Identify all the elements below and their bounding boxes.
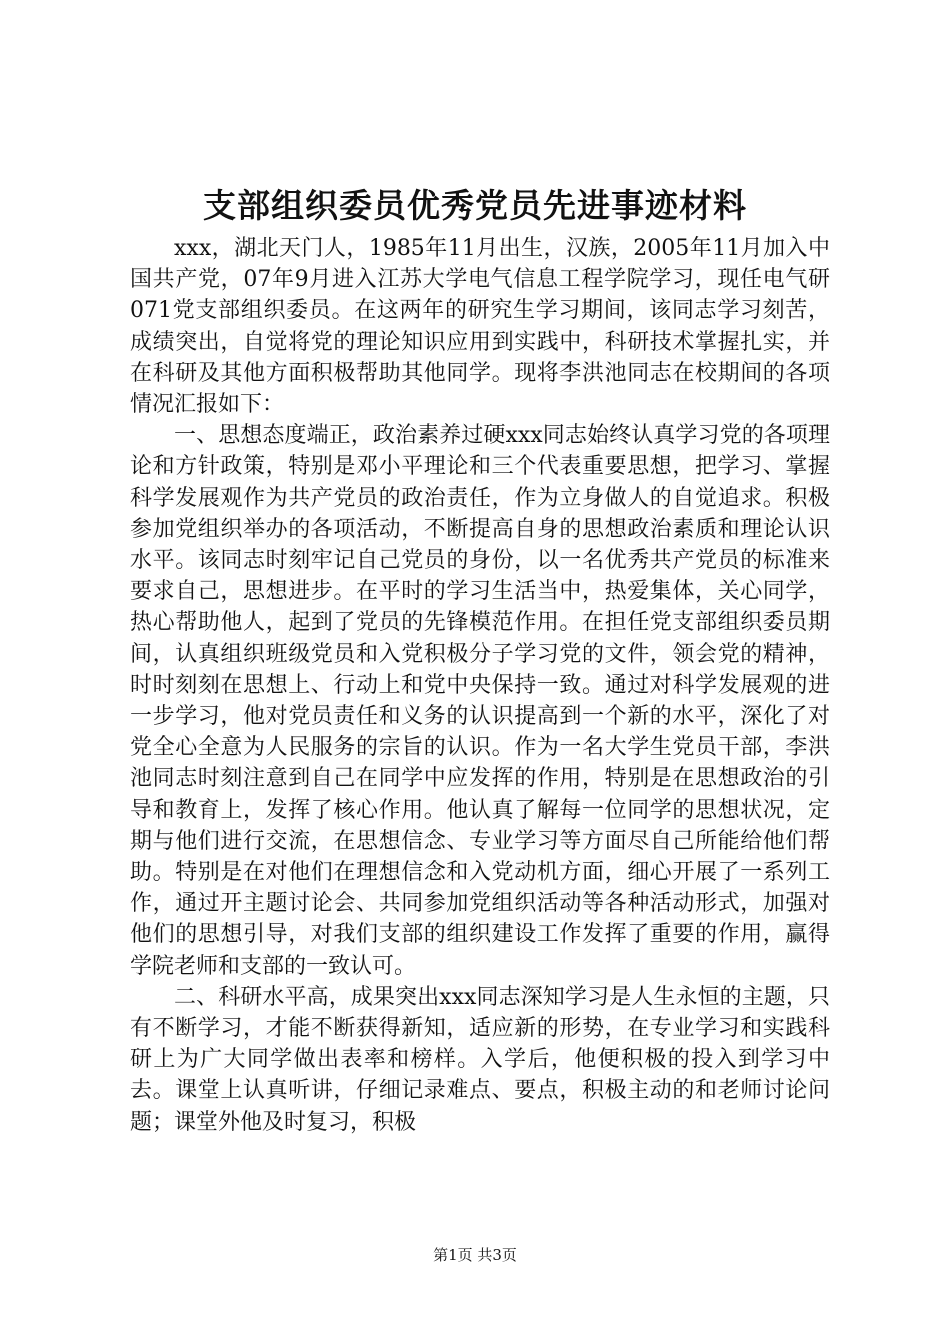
document-body	[130, 233, 830, 1138]
paragraph-section-one: 一、思想态度端正，政治素养过硬xxx同志始终认真学习党的各项理论和方针政策，特别是邓小平理论和三个代表重要思想，把学习、掌握科学发展观作为共产党员的政治责任，作为立身做人的自觉追求。积极参加党组织举办的各项活动，不断提高自身的思想政治素质和理论认识水平。该同志时刻牢记自己党员的身份，以一名优秀共产党员的标准来要求自己，思想进步。在平时的学习生活当中，热爱集体，关心同学，热心帮助他人，起到了党员的先锋模范作用。在担任党支部组织委员期间，认真组织班级党员和入党积极分子学习党的文件，领会党的精神，时时刻刻在思想上、行动上和党中央保持一致。通过对科学发展观的进一步学习，他对党员责任和义务的认识提高到一个新的水平，深化了对党全心全意为人民服务的宗旨的认识。作为一名大学生党员干部，李洪池同志时刻注意到自己在同学中应发挥的作用，特别是在思想政治的引导和教育上，发挥了核心作用。他认真了解每一位同学的思想状况，定期与他们进行交流，在思想信念、专业学习等方面尽自己所能给他们帮助。特别是在对他们在理想信念和入党动机方面，细心开展了一系列工作，通过开主题讨论会、共同参加党组织活动等各种活动形式，加强对他们的思想引导，对我们支部的组织建设工作发挥了重要的作用，赢得学院老师和支部的一致认可。	[130, 423, 830, 979]
document-title: 支部组织委员优秀党员先进事迹材料	[203, 186, 747, 225]
paragraph-intro: xxx，湖北天门人，1985年11月出生，汉族，2005年11月加入中国共产党，07年9月进入江苏大学电气信息工程学院学习，现任电气研071党支部组织委员。在这两年的研究生学习期间，该同志学习刻苦，成绩突出，自觉将党的理论知识应用到实践中，科研技术掌握扎实，并在科研及其他方面积极帮助其他同学。现将李洪池同志在校期间的各项情况汇报如下：	[130, 236, 830, 418]
paragraph-section-two: 二、科研水平高，成果突出xxx同志深知学习是人生永恒的主题，只有不断学习，才能不断获得新知，适应新的形势，在专业学习和实践科研上为广大同学做出表率和榜样。入学后，他便积极的投入到学习中去。课堂上认真听讲，仔细记录难点、要点，积极主动的和老师讨论问题；课堂外他及时复习，积极	[130, 984, 830, 1135]
page-footer: 第1页 共3页	[433, 1246, 517, 1264]
